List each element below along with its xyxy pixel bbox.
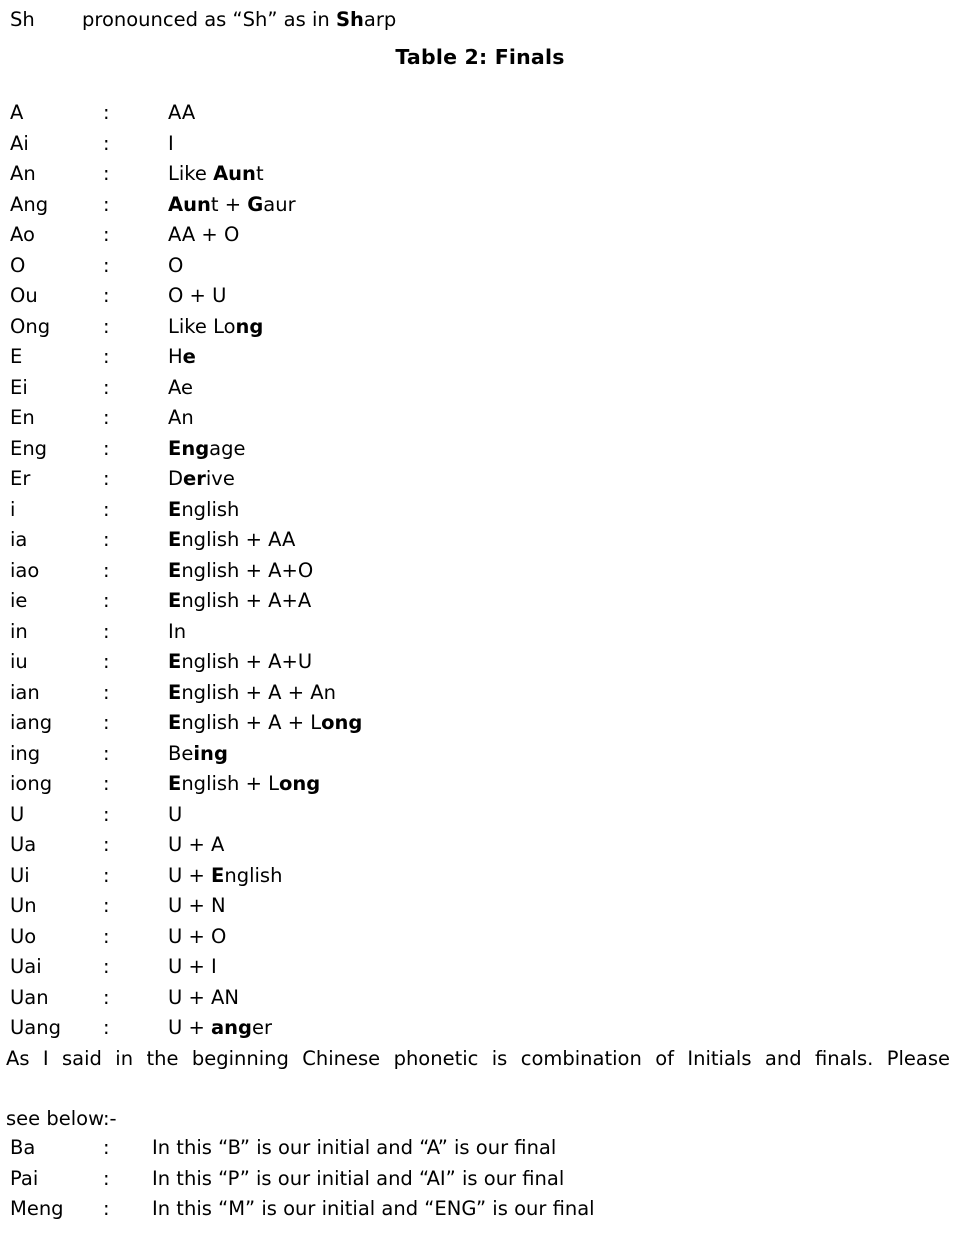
final-key: iong (10, 772, 53, 795)
final-value-plain-segment: Be (168, 741, 194, 765)
table-row (0, 708, 960, 739)
row-separator: : (103, 1197, 110, 1220)
final-value-plain-segment: D (168, 467, 184, 490)
final-value-plain-segment: nglish + A + L (181, 711, 322, 734)
final-value (168, 525, 295, 556)
final-value (168, 129, 174, 160)
final-key: O (10, 253, 26, 277)
final-value-plain-segment: O (168, 253, 184, 277)
table-row (0, 251, 960, 282)
final-value-bold-segment: ng (235, 314, 264, 338)
table-row (0, 861, 960, 892)
table-row (0, 342, 960, 373)
final-value-plain-segment: U + AN (168, 985, 239, 1009)
row-separator: : (103, 894, 110, 917)
example-row (0, 1194, 960, 1225)
row-separator: : (103, 162, 110, 185)
final-value (168, 98, 195, 129)
final-value-bold-segment: E (168, 772, 182, 795)
final-value-plain-segment: H (168, 345, 183, 368)
final-value (168, 251, 183, 282)
table-row (0, 922, 960, 953)
final-value-plain-segment: nglish + L (181, 772, 280, 795)
row-separator: : (103, 863, 110, 887)
example-key: Pai (10, 1166, 39, 1190)
final-value-bold-segment: er (183, 467, 206, 490)
table-row (0, 739, 960, 770)
final-value (168, 281, 226, 312)
final-value (168, 312, 263, 343)
row-separator: : (103, 680, 110, 704)
final-value-bold-segment: ing (193, 741, 228, 765)
final-value (168, 495, 239, 526)
final-key: ie (10, 589, 28, 612)
final-value (168, 830, 224, 861)
table-row (0, 312, 960, 343)
final-key: iang (10, 711, 53, 734)
final-value-bold-segment: E (168, 528, 182, 551)
row-separator: : (103, 436, 110, 460)
example-row (0, 1164, 960, 1195)
final-key: Er (10, 467, 31, 490)
row-separator: : (103, 741, 110, 765)
table-row (0, 891, 960, 922)
final-key: U (10, 802, 25, 826)
row-separator: : (103, 101, 110, 124)
table-row (0, 98, 960, 129)
row-separator: : (103, 985, 110, 1009)
final-key: Ao (10, 223, 35, 246)
final-value (168, 342, 196, 373)
final-value-plain-segment: U + I (168, 955, 217, 978)
final-value-bold-segment: G (247, 192, 264, 216)
row-separator: : (103, 802, 110, 826)
row-separator: : (103, 192, 110, 216)
final-key: Ang (10, 192, 49, 216)
final-value-plain-segment: t + (210, 192, 248, 216)
final-value-plain-segment: U (168, 802, 183, 826)
table-row (0, 1013, 960, 1044)
final-value (168, 159, 264, 190)
initial-description-tail: arp (363, 8, 397, 31)
example-key: Ba (10, 1136, 36, 1159)
final-value (168, 403, 194, 434)
row-separator: : (103, 650, 110, 673)
example-value: In this “P” is our initial and “AI” is our final (152, 1166, 565, 1190)
table-row (0, 769, 960, 800)
final-value-plain-segment: Ae (168, 375, 193, 399)
table-row (0, 159, 960, 190)
final-key: Eng (10, 436, 48, 460)
table-row (0, 373, 960, 404)
final-value (168, 678, 336, 709)
final-value-plain-segment: U + O (168, 924, 227, 948)
final-key: Ong (10, 314, 51, 338)
initials-continuation-row (0, 6, 960, 34)
initial-description (82, 6, 396, 34)
final-value-plain-segment: U + A (168, 833, 225, 856)
final-value (168, 373, 193, 404)
final-value-bold-segment: ang (211, 1016, 253, 1039)
row-separator: : (103, 589, 110, 612)
final-key: E (10, 345, 23, 368)
row-separator: : (103, 711, 110, 734)
final-value-plain-segment: er (252, 1016, 273, 1039)
example-key: Meng (10, 1197, 64, 1220)
explanation-paragraph (6, 1044, 950, 1134)
table-row (0, 495, 960, 526)
final-key: ia (10, 528, 28, 551)
final-value (168, 617, 186, 648)
final-value (168, 800, 182, 831)
row-separator: : (103, 955, 110, 978)
final-value (168, 922, 226, 953)
final-value-plain-segment: Like (168, 162, 214, 185)
final-value-bold-segment: ong (279, 772, 321, 795)
final-key: Ui (10, 863, 30, 887)
final-value-bold-segment: E (211, 863, 225, 887)
final-key: Ai (10, 131, 29, 155)
row-separator: : (103, 406, 110, 429)
row-separator: : (103, 619, 110, 643)
table-row (0, 678, 960, 709)
final-value-bold-segment: E (168, 558, 182, 582)
row-separator: : (103, 223, 110, 246)
final-value (168, 1013, 272, 1044)
final-value-plain-segment: AA (168, 101, 196, 124)
row-separator: : (103, 345, 110, 368)
row-separator: : (103, 558, 110, 582)
final-value-bold-segment: e (182, 345, 196, 368)
row-separator: : (103, 375, 110, 399)
final-value-bold-segment: E (168, 650, 182, 673)
row-separator: : (103, 497, 110, 521)
initial-description-lead: pronounced as “Sh” as in (82, 8, 336, 31)
final-value (168, 769, 320, 800)
final-value-bold-segment: E (168, 711, 182, 734)
table-row (0, 830, 960, 861)
final-value (168, 861, 282, 892)
row-separator: : (103, 131, 110, 155)
final-value-plain-segment: nglish + A+O (181, 558, 314, 582)
final-value-plain-segment: nglish + AA (181, 528, 296, 551)
table-title: Table 2: Finals (395, 45, 565, 69)
final-key: ian (10, 680, 40, 704)
final-value (168, 556, 313, 587)
final-value-plain-segment: In (168, 619, 187, 643)
final-value (168, 983, 239, 1014)
finals-table (0, 98, 960, 1044)
final-value-plain-segment: An (168, 406, 194, 429)
final-value-bold-segment: E (168, 589, 182, 612)
final-value-bold-segment: Eng (168, 436, 210, 460)
row-separator: : (103, 467, 110, 490)
final-value-bold-segment: Aun (213, 162, 256, 185)
row-separator: : (103, 772, 110, 795)
final-value-plain-segment: nglish + A+A (181, 589, 312, 612)
table-row (0, 556, 960, 587)
final-key: in (10, 619, 28, 643)
table-row (0, 617, 960, 648)
final-value-plain-segment: age (209, 436, 246, 460)
final-key: Uai (10, 955, 42, 978)
final-value (168, 739, 228, 770)
final-value-plain-segment: t (255, 162, 264, 185)
final-key: An (10, 162, 36, 185)
final-value (168, 190, 296, 221)
table-row (0, 525, 960, 556)
table-row (0, 952, 960, 983)
table-row (0, 403, 960, 434)
final-value-bold-segment: Aun (168, 192, 211, 216)
final-value (168, 708, 362, 739)
final-value-plain-segment: U + (168, 863, 212, 887)
table-row (0, 464, 960, 495)
final-key: En (10, 406, 35, 429)
final-key: i (10, 497, 16, 521)
final-key: iao (10, 558, 40, 582)
final-value-plain-segment: O + U (168, 284, 227, 307)
row-separator: : (103, 528, 110, 551)
final-value (168, 220, 239, 251)
final-value-plain-segment: U + N (168, 894, 226, 917)
final-key: Un (10, 894, 37, 917)
table-row (0, 983, 960, 1014)
row-separator: : (103, 314, 110, 338)
final-value-plain-segment: AA + O (168, 223, 240, 246)
final-key: Uang (10, 1016, 61, 1039)
row-separator: : (103, 1166, 110, 1190)
final-value-plain-segment: aur (263, 192, 296, 216)
final-value (168, 464, 235, 495)
final-value-plain-segment: nglish + A+U (181, 650, 313, 673)
final-key: iu (10, 650, 28, 673)
final-value (168, 952, 217, 983)
final-value-plain-segment: ive (205, 467, 235, 490)
final-value (168, 586, 311, 617)
final-key: Ei (10, 375, 28, 399)
row-separator: : (103, 284, 110, 307)
table-row (0, 586, 960, 617)
final-key: Ou (10, 284, 38, 307)
row-separator: : (103, 1136, 110, 1159)
final-value-plain-segment: nglish + A + An (181, 680, 336, 704)
final-value (168, 647, 312, 678)
table-row (0, 129, 960, 160)
final-value-bold-segment: ong (321, 711, 363, 734)
table-row (0, 647, 960, 678)
table-row (0, 434, 960, 465)
example-row (0, 1133, 960, 1164)
row-separator: : (103, 253, 110, 277)
row-separator: : (103, 833, 110, 856)
example-value: In this “M” is our initial and “ENG” is our final (152, 1197, 595, 1220)
example-value: In this “B” is our initial and “A” is our final (152, 1136, 557, 1159)
paragraph-line-2: see below:- (6, 1107, 117, 1130)
table-row (0, 281, 960, 312)
final-value (168, 434, 246, 465)
paragraph-line-1: As I said in the beginning Chinese phonetic is combination of Initials and finals. Please (6, 1047, 950, 1070)
final-value-bold-segment: E (168, 497, 182, 521)
row-separator: : (103, 1016, 110, 1039)
table-row (0, 800, 960, 831)
final-value-plain-segment: U + (168, 1016, 212, 1039)
final-key: Uan (10, 985, 49, 1009)
final-value-bold-segment: E (168, 680, 182, 704)
final-key: Ua (10, 833, 37, 856)
initial-key: Sh (10, 8, 35, 31)
final-key: Uo (10, 924, 37, 948)
final-value-plain-segment: I (168, 131, 174, 155)
final-key: A (10, 101, 24, 124)
row-separator: : (103, 924, 110, 948)
final-value-plain-segment: nglish (181, 497, 240, 521)
final-key: ing (10, 741, 41, 765)
table-row (0, 190, 960, 221)
final-value (168, 891, 226, 922)
initial-description-bold: Sh (335, 8, 364, 31)
table-row (0, 220, 960, 251)
final-value-plain-segment: Like Lo (168, 314, 236, 338)
final-value-plain-segment: nglish (224, 863, 283, 887)
examples-table (0, 1133, 960, 1225)
